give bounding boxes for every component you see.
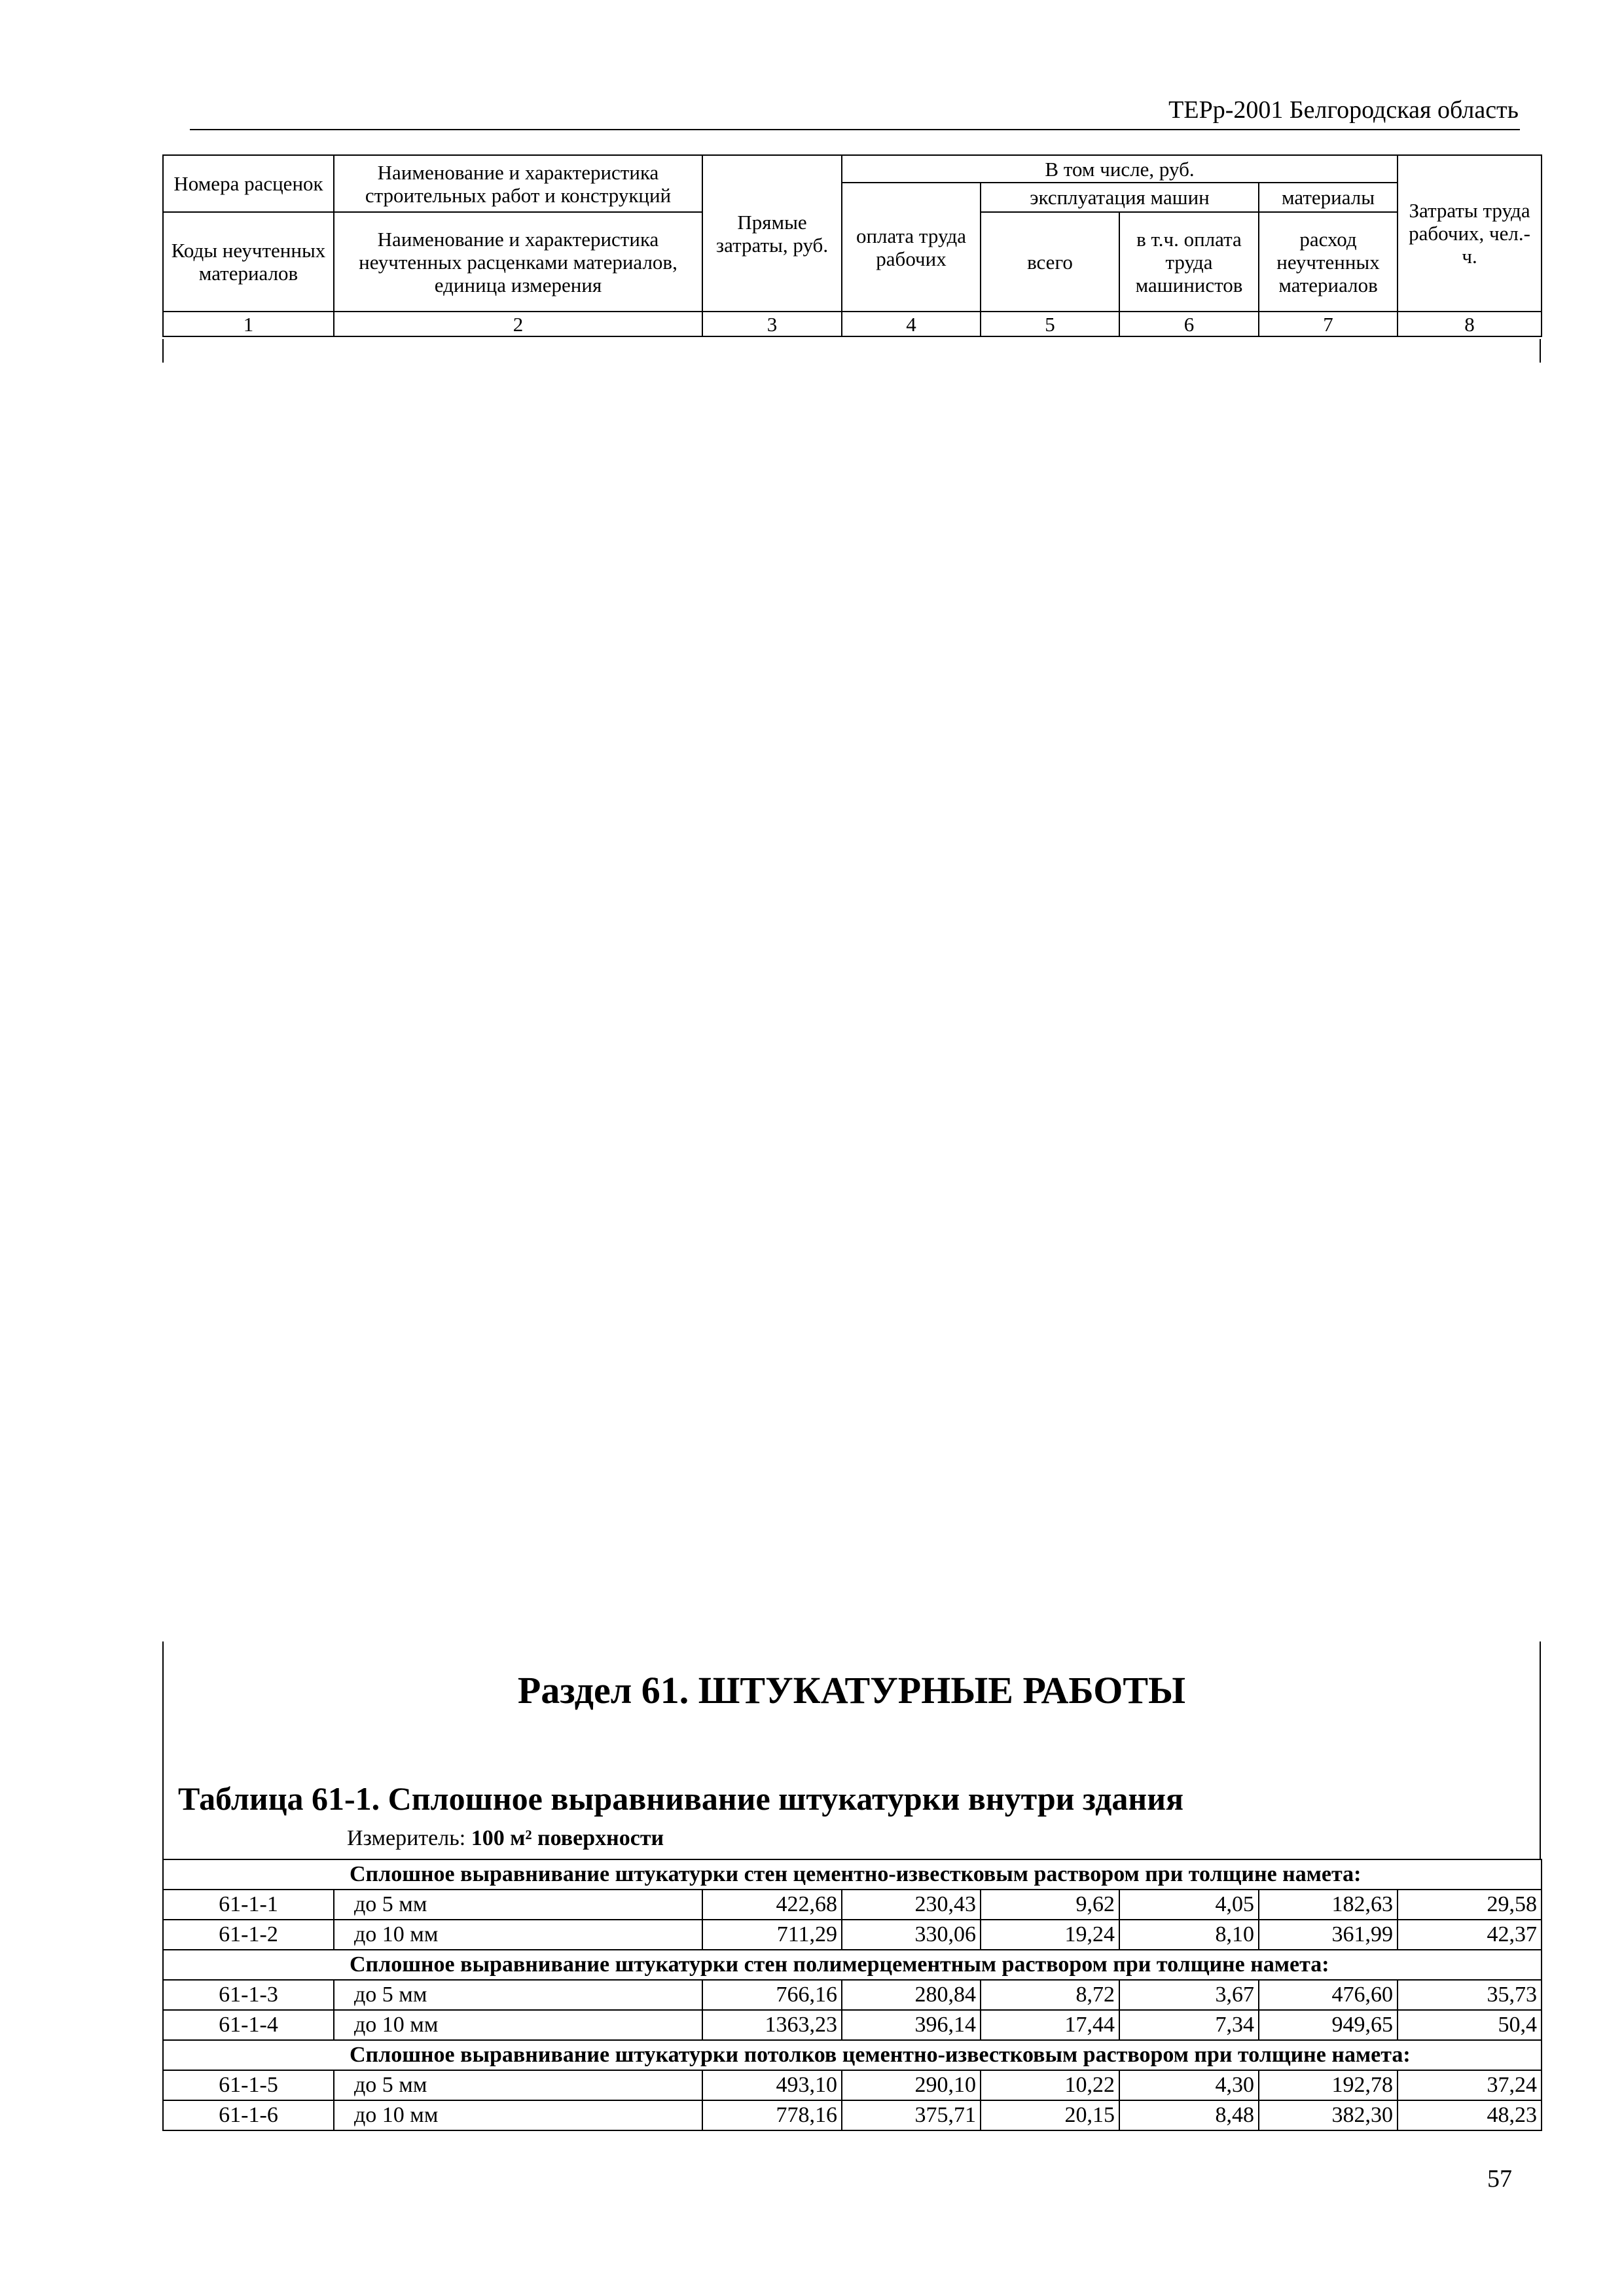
labor-pay: 280,84 <box>842 1980 981 2010</box>
table-row <box>163 2010 1542 2040</box>
direct-costs: 422,68 <box>702 1890 842 1920</box>
machine-total: 10,22 <box>981 2070 1119 2100</box>
operator-pay: 3,67 <box>1119 1980 1259 2010</box>
header-labor-costs: Затраты труда рабочих, чел.-ч. <box>1398 155 1542 312</box>
direct-costs: 711,29 <box>702 1920 842 1950</box>
table-row <box>163 1890 1542 1920</box>
rate-description: до 5 мм <box>334 2070 702 2100</box>
labor-pay: 396,14 <box>842 2010 981 2040</box>
direct-costs: 493,10 <box>702 2070 842 2100</box>
header-rule <box>190 129 1520 130</box>
machine-total: 19,24 <box>981 1920 1119 1950</box>
labor-hours: 35,73 <box>1398 1980 1542 2010</box>
table-row <box>163 1980 1542 2010</box>
machine-total: 20,15 <box>981 2100 1119 2130</box>
labor-hours: 37,24 <box>1398 2070 1542 2100</box>
rate-code: 61-1-3 <box>163 1980 334 2010</box>
group-header-row <box>163 1859 1542 1890</box>
table-title: Таблица 61-1. Сплошное выравнивание штукатурки внутри здания <box>178 1780 1184 1817</box>
header-rate-numbers: Номера расценок <box>163 155 334 212</box>
header-frame-left <box>162 339 164 363</box>
header-including: В том числе, руб. <box>842 155 1398 183</box>
direct-costs: 1363,23 <box>702 2010 842 2040</box>
group-header-row <box>163 1950 1542 1980</box>
labor-hours: 29,58 <box>1398 1890 1542 1920</box>
machine-total: 9,62 <box>981 1890 1119 1920</box>
unit-value: 100 м² поверхности <box>471 1826 664 1850</box>
materials-cost: 182,63 <box>1259 1890 1398 1920</box>
rate-description: до 5 мм <box>334 1890 702 1920</box>
materials-cost: 476,60 <box>1259 1980 1398 2010</box>
column-header-table <box>162 154 1542 337</box>
materials-cost: 361,99 <box>1259 1920 1398 1950</box>
rate-description: до 10 мм <box>334 2100 702 2130</box>
labor-pay: 330,06 <box>842 1920 981 1950</box>
header-material-names: Наименование и характеристика неучтенных расценками материалов, единица измерения <box>334 212 702 312</box>
rates-table-wrap <box>162 1859 1542 2131</box>
group-header-row <box>163 2040 1542 2070</box>
group-lead-cell <box>163 1950 334 1980</box>
unit-line <box>347 1825 664 1852</box>
direct-costs: 778,16 <box>702 2100 842 2130</box>
section-title: Раздел 61. ШТУКАТУРНЫЕ РАБОТЫ <box>517 1669 1186 1712</box>
rate-code: 61-1-5 <box>163 2070 334 2100</box>
materials-cost: 382,30 <box>1259 2100 1398 2130</box>
labor-pay: 375,71 <box>842 2100 981 2130</box>
materials-cost: 949,65 <box>1259 2010 1398 2040</box>
page-number: 57 <box>1487 2165 1512 2193</box>
header-unaccounted-materials: расход неучтенных материалов <box>1259 212 1398 312</box>
table-row <box>163 1920 1542 1950</box>
group-title: Сплошное выравнивание штукатурки стен полимерцементным раствором при толщине намета: <box>334 1950 1542 1980</box>
rates-table <box>162 1859 1542 2131</box>
table-row <box>163 2100 1542 2130</box>
content-frame-right <box>1540 1641 1541 1859</box>
header-direct-costs: Прямые затраты, руб. <box>702 155 842 312</box>
materials-cost: 192,78 <box>1259 2070 1398 2100</box>
header-operator-pay: в т.ч. оплата труда машинистов <box>1119 212 1259 312</box>
group-lead-cell <box>163 2040 334 2070</box>
operator-pay: 7,34 <box>1119 2010 1259 2040</box>
header-machine-total: всего <box>981 212 1119 312</box>
header-machine-operation: эксплуатация машин <box>981 183 1259 212</box>
rate-code: 61-1-6 <box>163 2100 334 2130</box>
group-title: Сплошное выравнивание штукатурки стен цементно-известковым раствором при толщине намета: <box>334 1859 1542 1890</box>
machine-total: 8,72 <box>981 1980 1119 2010</box>
labor-pay: 290,10 <box>842 2070 981 2100</box>
direct-costs: 766,16 <box>702 1980 842 2010</box>
group-lead-cell <box>163 1859 334 1890</box>
column-number: 1 <box>163 312 334 336</box>
column-number: 4 <box>842 312 981 336</box>
group-title: Сплошное выравнивание штукатурки потолков цементно-известковым раствором при толщине намета: <box>334 2040 1542 2070</box>
column-number: 8 <box>1398 312 1542 336</box>
header-material-codes: Коды неучтенных материалов <box>163 212 334 312</box>
labor-hours: 42,37 <box>1398 1920 1542 1950</box>
column-number: 7 <box>1259 312 1398 336</box>
machine-total: 17,44 <box>981 2010 1119 2040</box>
column-number: 6 <box>1119 312 1259 336</box>
operator-pay: 4,05 <box>1119 1890 1259 1920</box>
labor-hours: 48,23 <box>1398 2100 1542 2130</box>
labor-pay: 230,43 <box>842 1890 981 1920</box>
table-row <box>163 2070 1542 2100</box>
unit-label: Измеритель: <box>347 1826 466 1850</box>
rate-description: до 10 мм <box>334 2010 702 2040</box>
column-number: 5 <box>981 312 1119 336</box>
header-labor-pay: оплата труда рабочих <box>842 183 981 312</box>
labor-hours: 50,4 <box>1398 2010 1542 2040</box>
header-frame-right <box>1540 339 1541 363</box>
column-number: 2 <box>334 312 702 336</box>
rate-code: 61-1-1 <box>163 1890 334 1920</box>
operator-pay: 4,30 <box>1119 2070 1259 2100</box>
rate-description: до 10 мм <box>334 1920 702 1950</box>
operator-pay: 8,48 <box>1119 2100 1259 2130</box>
header-work-name: Наименование и характеристика строительных работ и конструкций <box>334 155 702 212</box>
rate-description: до 5 мм <box>334 1980 702 2010</box>
running-header: ТЕРр-2001 Белгородская область <box>1168 96 1519 124</box>
operator-pay: 8,10 <box>1119 1920 1259 1950</box>
rate-code: 61-1-4 <box>163 2010 334 2040</box>
rate-code: 61-1-2 <box>163 1920 334 1950</box>
column-number: 3 <box>702 312 842 336</box>
header-materials: материалы <box>1259 183 1398 212</box>
